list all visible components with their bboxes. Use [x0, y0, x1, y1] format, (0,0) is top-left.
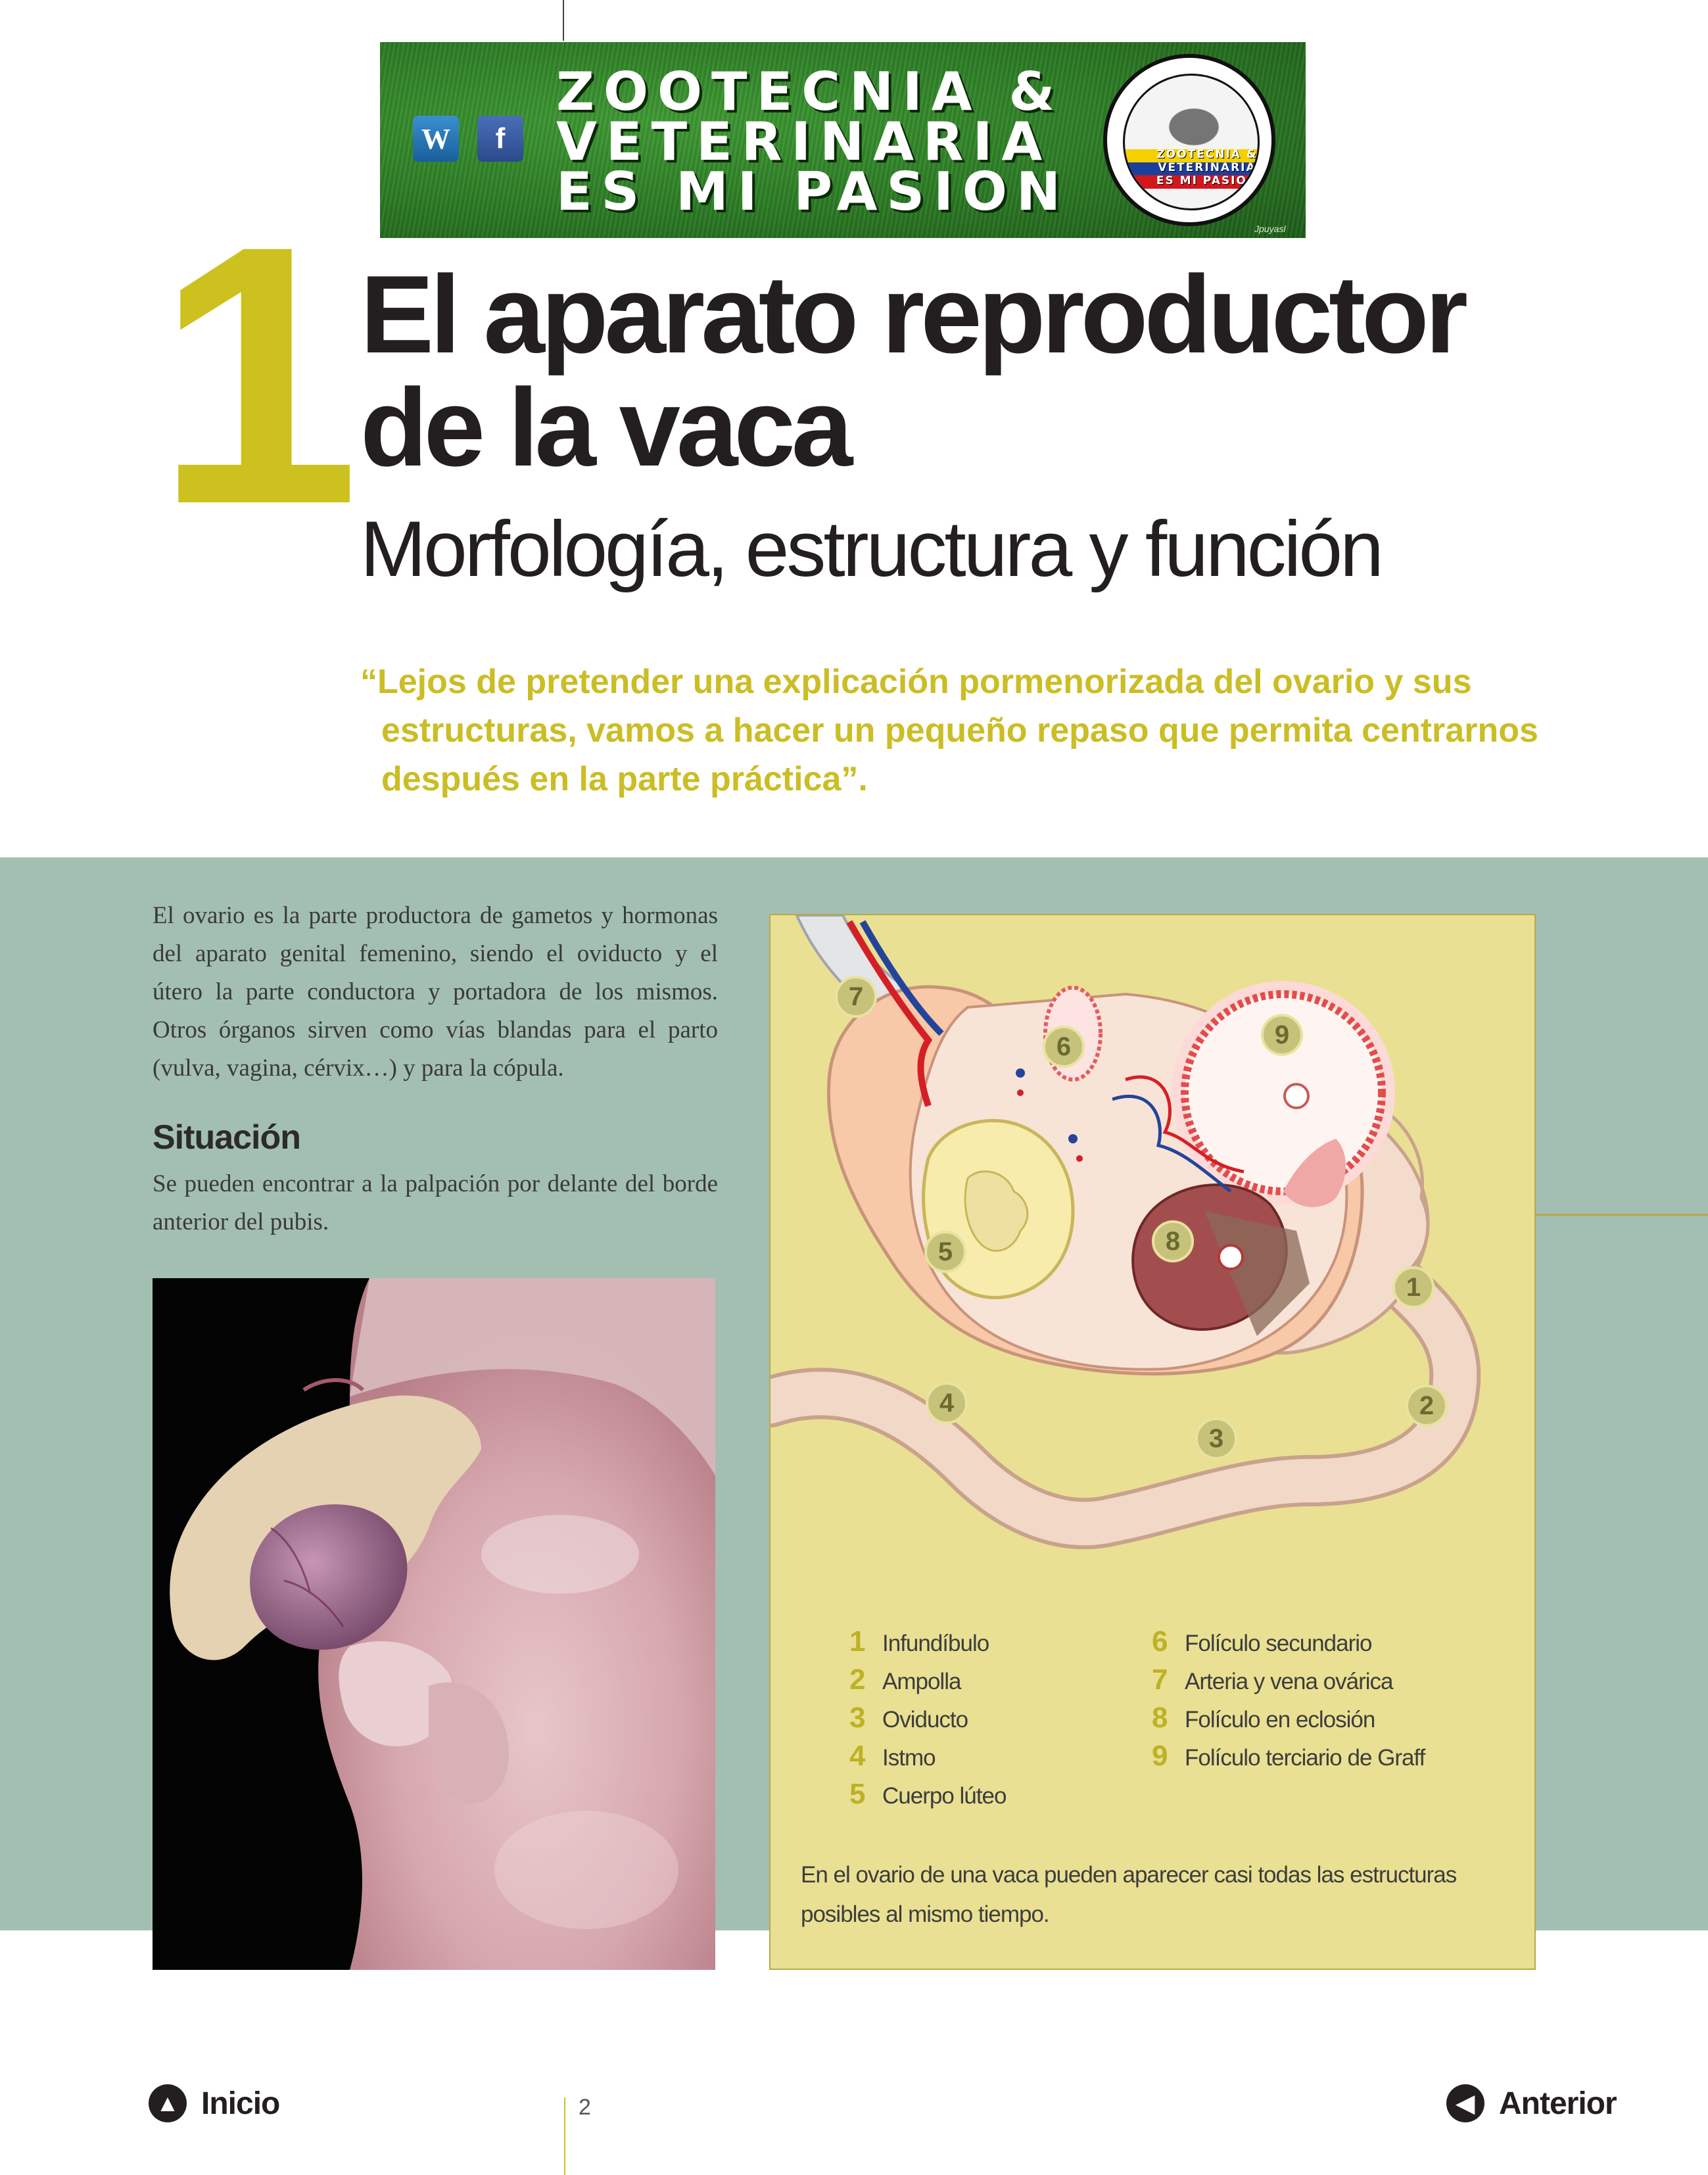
- legend-number: 2: [849, 1663, 865, 1696]
- home-up-arrow-icon: ▲: [149, 2084, 187, 2122]
- legend-number: 3: [849, 1702, 865, 1734]
- legend-number: 1: [849, 1625, 865, 1658]
- ovary-photo-image: [153, 1278, 715, 1970]
- legend-item: [849, 1663, 961, 1696]
- ovary-diagram-panel: [769, 914, 1536, 1970]
- site-logo-seal: [1103, 54, 1275, 226]
- legend-item: [849, 1702, 968, 1734]
- banner-title-line: ES MI PASION: [556, 161, 1070, 222]
- page-title-line: de la vaca: [360, 366, 849, 489]
- site-banner: [380, 42, 1306, 238]
- legend-number: 6: [1152, 1625, 1168, 1658]
- pull-quote: “Lejos de pretender una explicación pormenorizada del ovario y sus estructuras, vamos a hacer un pequeño repaso que permita centrarnos después en la parte práctica”.: [360, 663, 1538, 798]
- legend-label: Istmo: [882, 1745, 936, 1771]
- legend-label: Ampolla: [882, 1669, 961, 1694]
- legend-item: [849, 1778, 1006, 1811]
- legend-item: [1152, 1702, 1375, 1734]
- banner-title-line: VETERINARIA: [556, 111, 1052, 172]
- legend-label: Folículo en eclosión: [1185, 1707, 1375, 1733]
- chapter-number: 1: [155, 169, 354, 581]
- page-subtitle: Morfología, estructura y función: [360, 505, 1381, 593]
- bottom-guide-line: [564, 2097, 565, 2175]
- ovary-photo: [153, 1278, 715, 1970]
- legend-item: [1152, 1663, 1392, 1696]
- legend-label: Folículo secundario: [1185, 1631, 1372, 1656]
- facebook-icon[interactable]: f: [477, 116, 523, 162]
- diagram-marker-1: 1: [1392, 1266, 1435, 1308]
- legend-number: 8: [1152, 1702, 1168, 1734]
- legend-item: [1152, 1625, 1372, 1658]
- banner-title-line: ZOOTECNIA &: [556, 61, 1064, 122]
- diagram-marker-6: 6: [1043, 1026, 1085, 1068]
- side-rule: [1536, 1214, 1708, 1216]
- diagram-marker-3: 3: [1195, 1418, 1237, 1460]
- section-paragraph: Se pueden encontrar a la palpación por delante del borde anterior del pubis.: [153, 1170, 718, 1235]
- animals-icon: [1151, 95, 1237, 148]
- legend-item: [849, 1740, 936, 1773]
- legend-item: [1152, 1740, 1425, 1773]
- banner-title: [556, 61, 1070, 222]
- legend-label: Cuerpo lúteo: [882, 1783, 1007, 1809]
- legend-number: 5: [849, 1778, 865, 1810]
- legend-number: 9: [1152, 1740, 1168, 1772]
- previous-label: Anterior: [1499, 2086, 1617, 2121]
- back-arrow-icon: ◀: [1446, 2084, 1484, 2122]
- section-heading: Situación: [153, 1118, 301, 1157]
- previous-page-link[interactable]: [1446, 2084, 1617, 2122]
- legend-number: 4: [849, 1740, 865, 1772]
- home-link[interactable]: [149, 2084, 279, 2122]
- page-number: 2: [579, 2095, 591, 2120]
- diagram-marker-7: 7: [835, 976, 877, 1018]
- page-title: [360, 252, 1609, 489]
- legend-label: Infundíbulo: [882, 1631, 989, 1656]
- legend-item: [849, 1625, 989, 1658]
- page-title-line: El aparato reproductor: [360, 252, 1465, 376]
- diagram-marker-8: 8: [1152, 1220, 1194, 1262]
- diagram-marker-2: 2: [1406, 1385, 1448, 1427]
- legend-label: Arteria y vena ovárica: [1185, 1669, 1393, 1694]
- diagram-marker-9: 9: [1261, 1014, 1303, 1056]
- legend-number: 7: [1152, 1663, 1168, 1696]
- wordpress-icon[interactable]: W: [413, 116, 459, 162]
- legend-label: Oviducto: [882, 1707, 968, 1733]
- seal-text: ZOOTECNIA & VETERINARIA ES MI PASION: [1156, 148, 1258, 187]
- home-label: Inicio: [201, 2086, 280, 2121]
- banner-credit: Jpuyasl: [1254, 224, 1286, 234]
- diagram-marker-4: 4: [926, 1382, 968, 1424]
- intro-paragraph: El ovario es la parte productora de gametos y hormonas del aparato genital femenino, siendo el oviducto y el útero la parte conductora y portadora de los mismos. Otros órganos sirven como vías blandas para el parto (vulva, vagina, cérvix…) y para la cópula.: [153, 902, 718, 1082]
- diagram-marker-5: 5: [924, 1231, 966, 1273]
- legend-label: Folículo terciario de Graff: [1185, 1745, 1425, 1771]
- diagram-caption: En el ovario de una vaca pueden aparecer casi todas las estructuras posibles al mismo tiempo.: [801, 1862, 1457, 1927]
- top-guide-line: [563, 0, 564, 41]
